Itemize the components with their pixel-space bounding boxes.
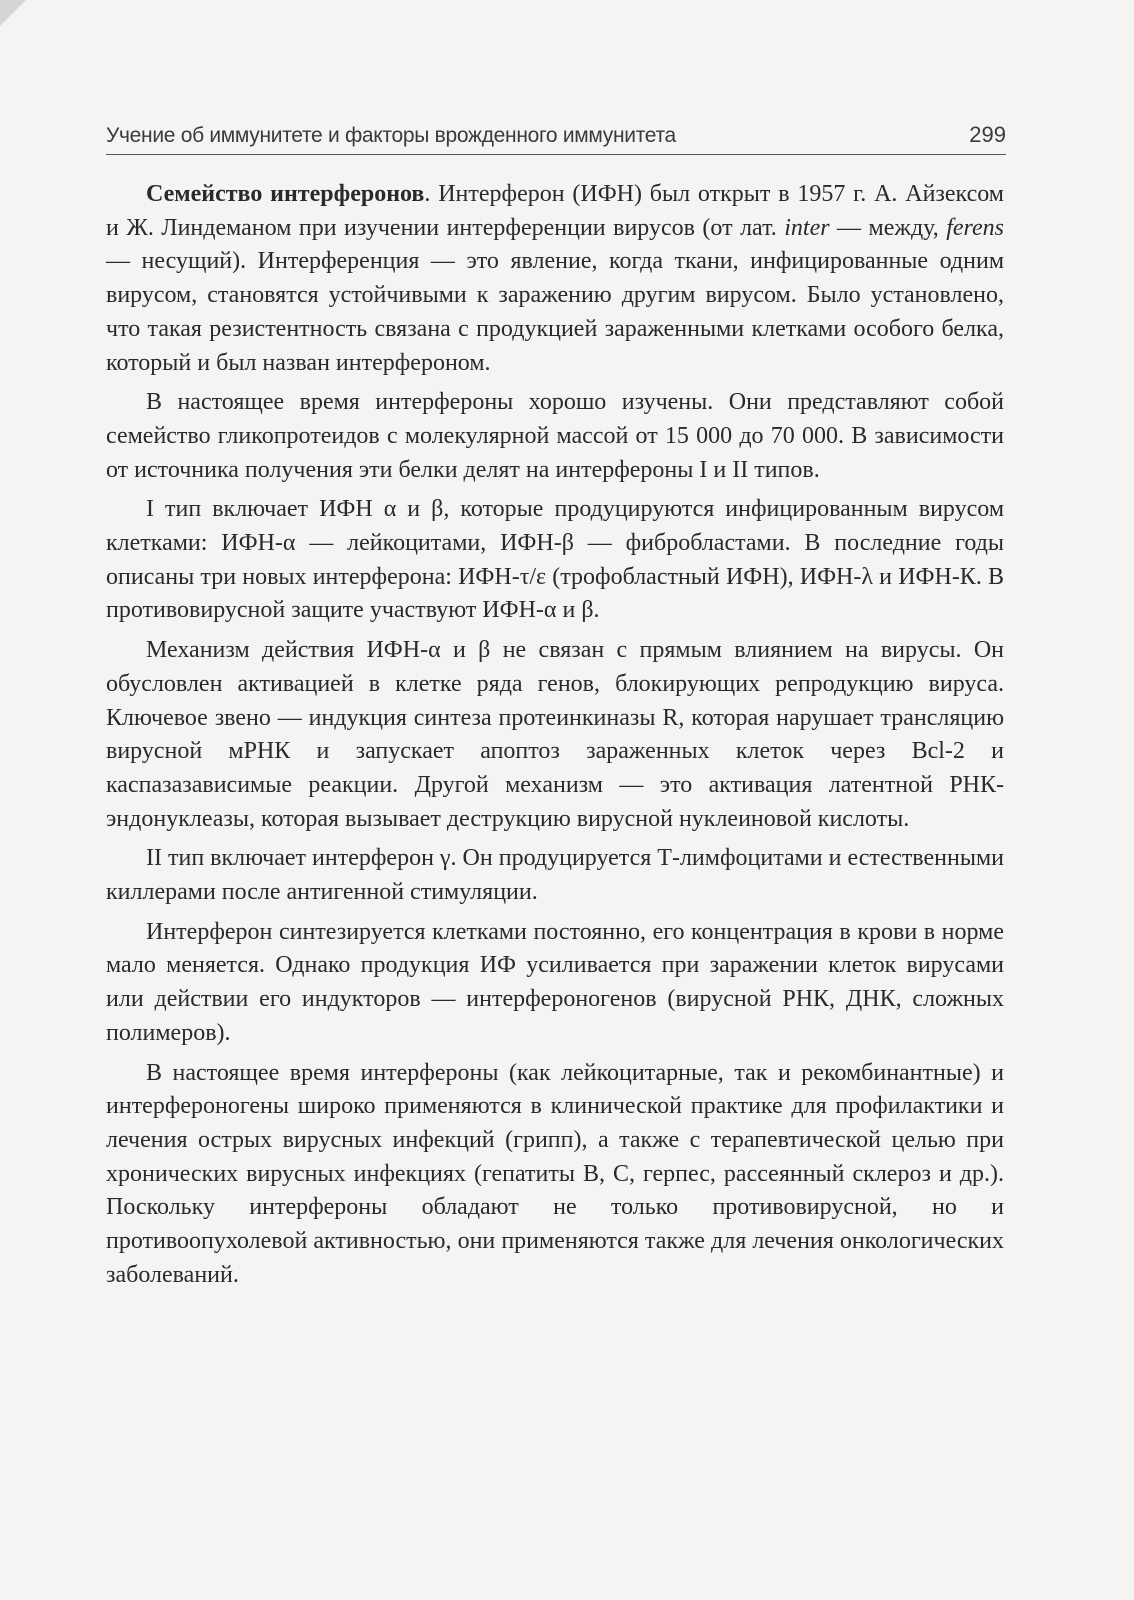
- paragraph-text: — между,: [829, 214, 947, 241]
- paragraph-present-time: В настоящее время интерфероны хорошо изучены. Они представляют собой семейство гликопротеидов с молекулярной массой от 15 000 до 70 000. В зависимости от источника получения эти белки делят на интерфероны I и II типов.: [106, 389, 1004, 483]
- paragraph-interferon-family: [106, 178, 1004, 380]
- paragraph-type-one: I тип включает ИФН α и β, которые продуцируются инфицированным вирусом клетками: ИФН-α — лейкоцитами, ИФН-β — фибробластами. В последние годы описаны три новых интерферона: ИФН-τ/ε (трофобластный ИФН), ИФН-λ и ИФН-К. В противовирусной защите участвуют ИФН-α и β.: [106, 496, 1004, 624]
- paragraph-synthesis: Интерферон синтезируется клетками постоянно, его концентрация в крови в норме мало меняется. Однако продукция ИФ усиливается при заражении клеток вирусами или действии его индукторов — интерфероногенов (вирусной РНК, ДНК, сложных полимеров).: [106, 918, 1004, 1046]
- latin-term-inter: inter: [784, 214, 830, 241]
- page-number: 299: [969, 122, 1006, 147]
- paragraph-mechanism: Механизм действия ИФН-α и β не связан с прямым влиянием на вирусы. Он обусловлен активацией в клетке ряда генов, блокирующих репродукцию вируса. Ключевое звено — индукция синтеза протеинкиназы R, которая нарушает трансляцию вирусной мРНК и запускает апоптоз зараженных клеток через Bcl-2 и каспазазависимые реакции. Другой механизм — это активация латентной РНК-эндонуклеазы, которая вызывает деструкцию вирусной нуклеиновой кислоты.: [106, 637, 1004, 832]
- paragraph-text: — несущий). Интерференция — это явление, когда ткани, инфицированные одним вирусом, становятся устойчивыми к заражению другим вирусом. Было установлено, что такая резистентность связана с продукцией зараженными клетками особого белка, который и был назван интерфероном.: [106, 248, 1004, 376]
- body-text: [106, 178, 1004, 1299]
- paragraph-clinical-use: В настоящее время интерфероны (как лейкоцитарные, так и рекомбинантные) и интерфероногены широко применяются в клинической практике для профилактики и лечения острых вирусных инфекций (грипп), а также с терапевтической целью при хронических вирусных инфекциях (гепатиты В, С, герпес, рассеянный склероз и др.). Поскольку интерфероны обладают не только противовирусной, но и противоопухолевой активностью, они применяются также для лечения онкологических заболеваний.: [106, 1059, 1004, 1288]
- running-header-title: Учение об иммунитете и факторы врожденного иммунитета: [106, 124, 676, 147]
- section-lead-term: Семейство интерферонов: [146, 181, 425, 207]
- paragraph-text: . Интерферон (ИФН) был открыт в 1957 г. А. Айзексом и Ж. Линдеманом при изучении интерференции вирусов (от лат.: [106, 181, 1004, 241]
- paragraph-type-two: II тип включает интерферон γ. Он продуцируется Т-лимфоцитами и естественными киллерами после антигенной стимуляции.: [106, 845, 1004, 906]
- latin-term-ferens: ferens: [946, 214, 1004, 241]
- page-corner-shadow: [0, 0, 26, 26]
- running-header: [106, 118, 1006, 155]
